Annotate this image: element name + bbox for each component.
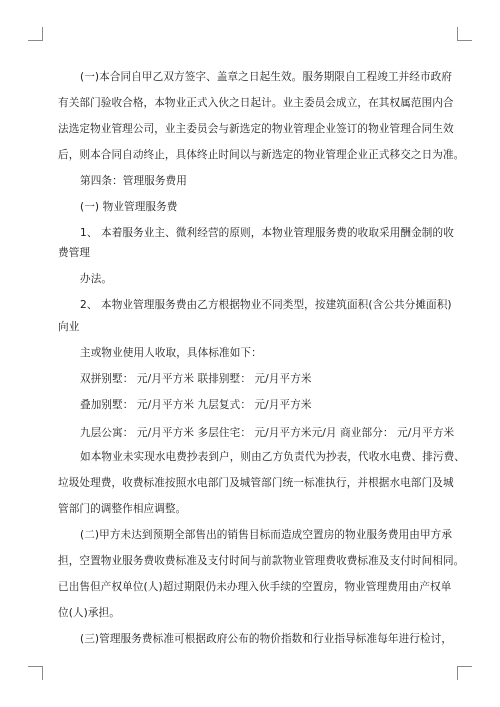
paragraph-line: 担，空置物业服务费收费标准及支付时间与前款物业管理费收费标准及支付时间相同。 [58,555,465,567]
paragraph-line: (二)甲方未达到预期全部售出的销售目标而造成空置房的物业服务费用由甲方承 [80,529,453,541]
crop-mark-bottom-right-v [457,666,458,680]
paragraph-line: 后，则本合同自动终止，具体终止时间以与新选定的物业管理企业正式移交之日为准。 [58,149,465,161]
paragraph-line: 如本物业未实现水电费抄表到户，则由乙方负责代为抄表，代收水电费、排污费、 [80,451,465,463]
crop-mark-bottom-right-h [458,666,472,667]
paragraph-line: 主或物业使用人收取，具体标准如下： [80,347,262,359]
paragraph-line: 办法。 [80,273,113,285]
fee-standard-line: 双拼别墅： 元/月平方米 联排别墅： 元/月平方米 [80,373,312,385]
crop-mark-top-left-v [42,27,43,41]
section-heading: 第四条：管理服务费用 [80,175,187,187]
paragraph-line: 已出售但产权单位(人)超过期限仍未办理入伙手续的空置房，物业管理费用由产权单 [58,581,452,593]
crop-mark-top-left-h [28,40,42,41]
paragraph-line: 位(人)承担。 [58,607,120,619]
paragraph-line: 费管理 [58,247,91,259]
paragraph-line: (三)管理服务费标准可根据政府公布的物价指数和行业指导标准每年进行检讨， [80,633,453,645]
paragraph-line: 垃圾处理费，收费标准按照水电部门及城管部门统一标准执行，并根据水电部门及城 [58,477,454,489]
crop-mark-bottom-left-v [42,666,43,680]
paragraph-line: 向业 [58,321,80,333]
paragraph-line: (一)本合同自甲乙双方签字、盖章之日起生效。服务期限自工程竣工并经市政府 [80,71,453,83]
paragraph-line: 2、 本物业管理服务费由乙方根据物业不同类型，按建筑面积(含公共分摊面积) [80,299,452,311]
paragraph-line: 1、 本着服务业主、微利经营的原则，本物业管理服务费的收取采用酬金制的收 [80,227,454,239]
crop-mark-top-right-v [457,27,458,41]
fee-standard-line: 九层公寓： 元/月平方米 多层住宅： 元/月平方米元/月 商业部分： 元/月平方米 [80,427,455,439]
subsection-heading: (一) 物业管理服务费 [80,201,178,213]
paragraph-line: 有关部门验收合格，本物业正式入伙之日起计。业主委员会成立，在其权属范围内合 [58,97,454,109]
fee-standard-line: 叠加别墅： 元/月平方米 九层复式： 元/月平方米 [80,399,312,411]
crop-mark-top-right-h [458,40,472,41]
paragraph-line: 法选定物业管理公司，业主委员会与新选定的物业管理企业签订的物业管理合同生效 [58,123,454,135]
paragraph-line: 管部门的调整作相应调整。 [58,503,187,515]
crop-mark-bottom-left-h [28,666,42,667]
